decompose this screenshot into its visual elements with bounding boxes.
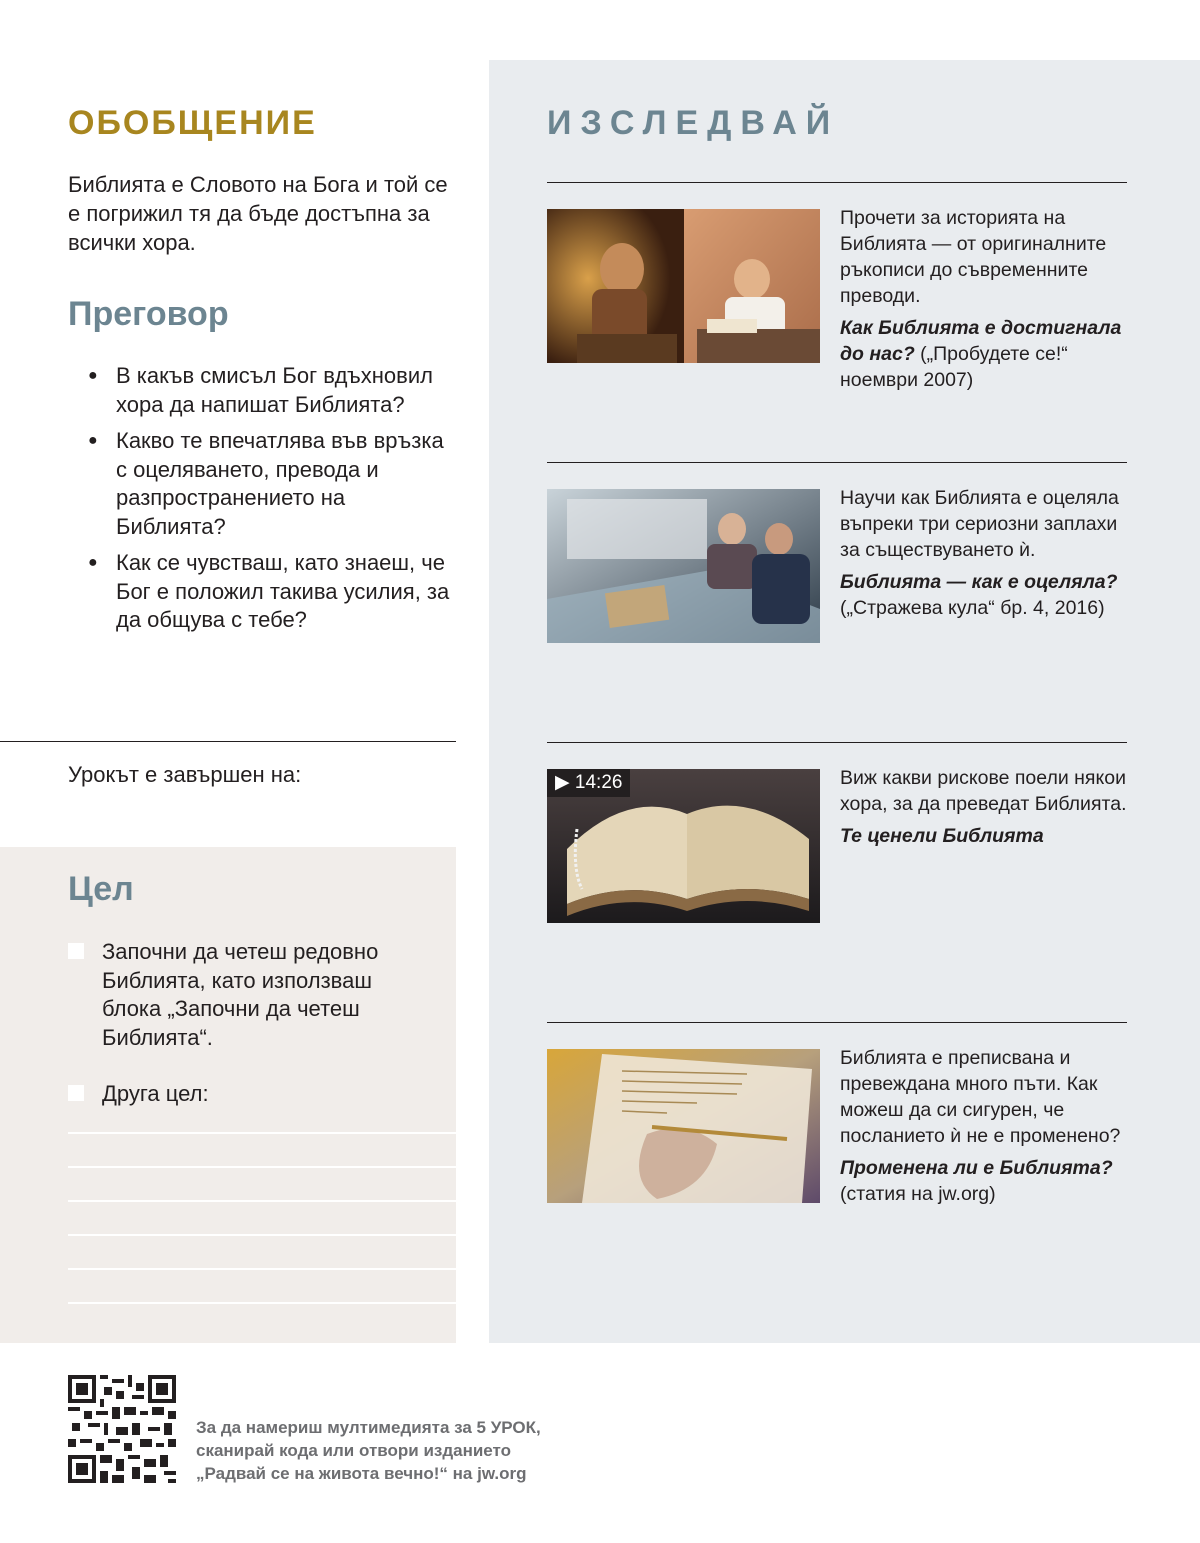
footer-line: „Радвай се на живота вечно!“ на jw.org xyxy=(196,1464,527,1483)
review-list xyxy=(88,362,458,643)
writing-line[interactable] xyxy=(68,1132,456,1134)
explore-item-1 xyxy=(840,205,1130,399)
divider xyxy=(547,1022,1127,1023)
review-question: ● Как се чувстваш, като знаеш, че Бог е положил такива усилия, за да общува с тебе? xyxy=(88,549,458,635)
museum-visitors-image[interactable] xyxy=(547,489,820,643)
footer-line: За да намериш мултимедията за 5 УРОК, xyxy=(196,1418,541,1437)
hand-copying-manuscript-image[interactable] xyxy=(547,1049,820,1203)
summary-text: Библията е Словото на Бога и той се е погрижил тя да бъде достъпна за всички хора. xyxy=(68,172,448,255)
goal-item-label: Започни да четеш редовно Библията, като използваш блока „Започни да четеш Библията“. xyxy=(102,939,379,1050)
review-question: ● В какъв смисъл Бог вдъхновил хора да напишат Библията? xyxy=(88,362,458,419)
qr-code-icon[interactable] xyxy=(68,1375,176,1483)
divider xyxy=(547,742,1127,743)
goal-item xyxy=(68,938,428,1052)
goal-checkbox[interactable] xyxy=(68,1085,84,1101)
article-link[interactable]: Как Библията е достигнала до нас? xyxy=(840,317,1122,365)
article-link[interactable]: Променена ли е Библията? xyxy=(840,1157,1113,1179)
divider xyxy=(547,462,1127,463)
summary-title: ОБОБЩЕНИЕ xyxy=(68,104,317,142)
old-bible-video-thumbnail[interactable] xyxy=(547,769,820,923)
divider xyxy=(547,182,1127,183)
explore-item-3 xyxy=(840,765,1130,855)
footer-line: сканирай кода или отвори изданието xyxy=(196,1441,512,1460)
writing-line[interactable] xyxy=(68,1200,456,1202)
explore-item-description: Виж какви рискове поели някои хора, за да преведат Библията. xyxy=(840,767,1127,815)
goal-title: Цел xyxy=(68,870,134,908)
article-source: („Стражева кула“ бр. 4, 2016) xyxy=(840,597,1105,619)
writing-line[interactable] xyxy=(68,1268,456,1270)
footer-note xyxy=(196,1416,596,1485)
divider xyxy=(0,741,456,742)
goal-item-label: Друга цел: xyxy=(102,1081,209,1106)
explore-item-4 xyxy=(840,1045,1130,1213)
explore-title: ИЗСЛЕДВАЙ xyxy=(547,104,840,142)
writing-line[interactable] xyxy=(68,1234,456,1236)
explore-item-2 xyxy=(840,485,1130,627)
review-title: Преговор xyxy=(68,295,229,333)
play-icon: ▶ xyxy=(555,772,570,793)
article-source: (статия на jw.org) xyxy=(840,1183,996,1205)
explore-item-description: Научи как Библията е оцеляла въпреки три сериозни заплахи за съществуването ѝ. xyxy=(840,487,1119,561)
article-source: („Пробудете се!“ ноември 2007) xyxy=(840,343,1068,391)
explore-item-description: Прочети за историята на Библията — от оригиналните ръкописи до съвременните преводи. xyxy=(840,207,1107,307)
video-link[interactable]: Те ценели Библията xyxy=(840,825,1044,847)
video-duration: 14:26 xyxy=(574,772,623,793)
scribe-and-modern-reader-image[interactable] xyxy=(547,209,820,363)
explore-item-description: Библията е преписвана и превеждана много пъти. Как можеш да си сигурен, че посланието ѝ не е променено? xyxy=(840,1047,1121,1147)
writing-line[interactable] xyxy=(68,1166,456,1168)
article-link[interactable]: Библията — как е оцеляла? xyxy=(840,571,1118,593)
review-question: ● Какво те впечатлява във връзка с оцеляването, превода и разпространението на Библията? xyxy=(88,427,458,541)
writing-line[interactable] xyxy=(68,1302,456,1304)
video-duration-badge xyxy=(547,769,630,797)
completed-date-label: Урокът е завършен на: xyxy=(68,762,302,787)
goal-item xyxy=(68,1080,428,1109)
goal-checkbox[interactable] xyxy=(68,943,84,959)
